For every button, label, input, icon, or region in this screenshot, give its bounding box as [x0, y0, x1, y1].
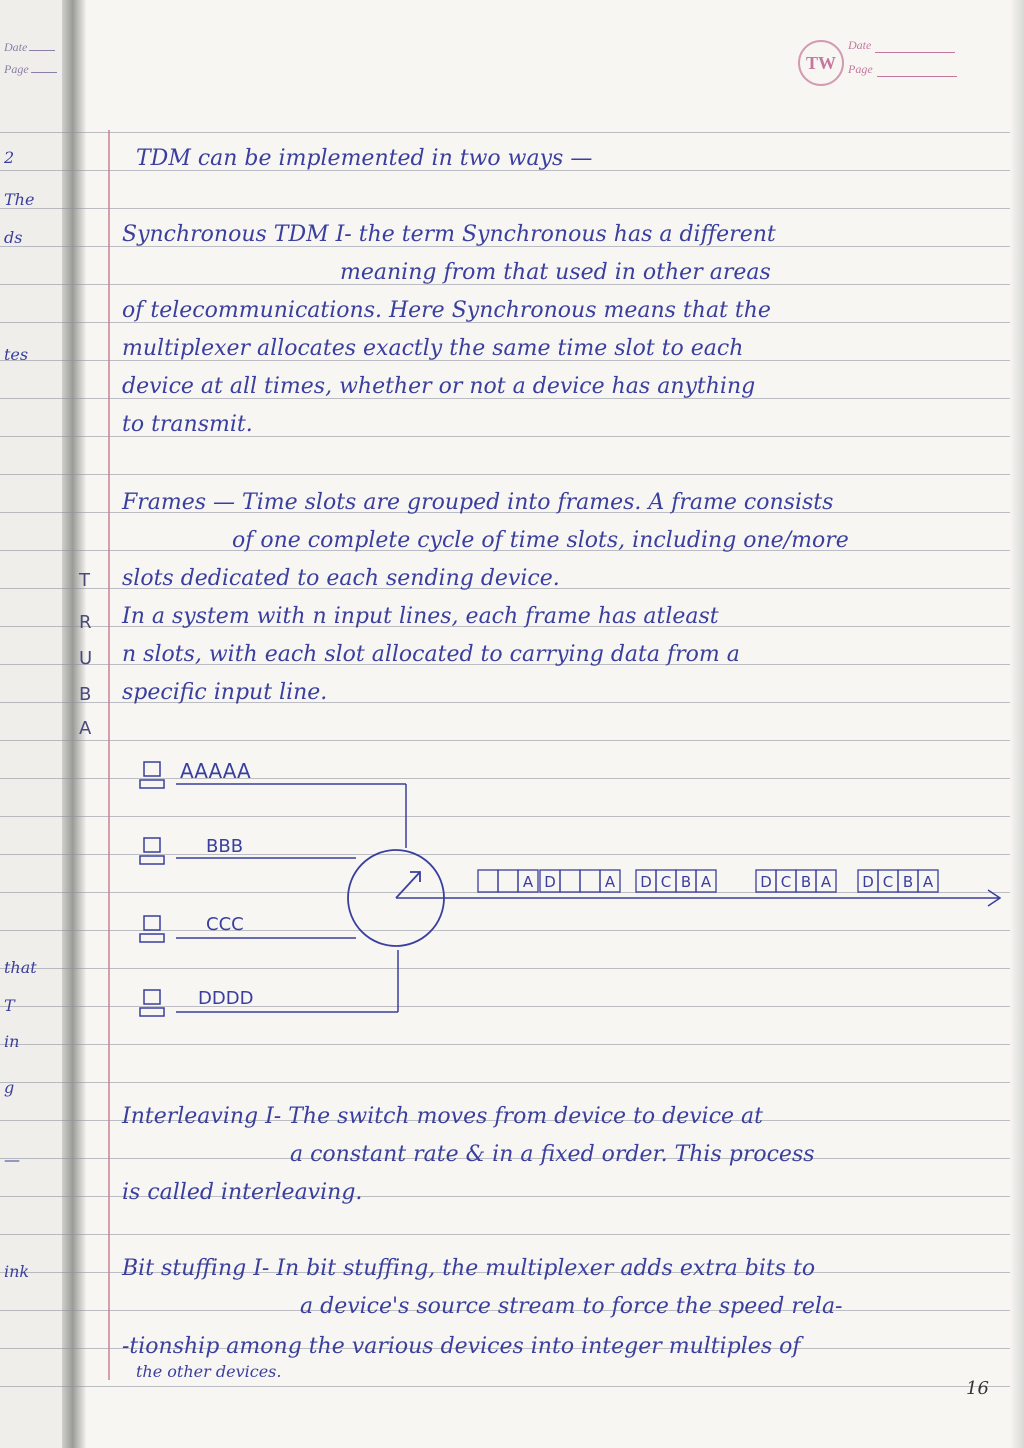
device-c: [140, 914, 356, 942]
device-b-label: BBB: [206, 836, 244, 857]
frame-slot-label: A: [922, 873, 934, 891]
side-letter: R: [79, 612, 92, 633]
frame-slot: [478, 870, 498, 892]
date-field: Date: [848, 38, 955, 53]
frame-slot-label: B: [680, 873, 692, 891]
text-line: the other devices.: [136, 1362, 282, 1381]
text-line: to transmit.: [122, 412, 253, 437]
page-number: 16: [966, 1378, 989, 1399]
text-line: Interleaving I- The switch moves from device to device at: [122, 1104, 764, 1129]
device-d-label: DDDD: [198, 988, 254, 1009]
frame-slot: [560, 870, 580, 892]
switch-arrow: [396, 872, 420, 898]
frame-slot-label: C: [780, 873, 792, 891]
text-line: a constant rate & in a fixed order. This process: [290, 1142, 815, 1167]
side-letter: T: [79, 570, 90, 591]
margin-note: ds: [4, 228, 23, 247]
margin-note: ink: [4, 1262, 30, 1281]
frame-cells: [478, 870, 938, 892]
text-line: a device's source stream to force the speed rela-: [300, 1294, 843, 1319]
margin-note: tes: [4, 345, 29, 364]
frame-slot-label: B: [800, 873, 812, 891]
frame-slot-label: D: [862, 873, 874, 891]
text-line: slots dedicated to each sending device.: [122, 566, 560, 591]
text-line: meaning from that used in other areas: [340, 260, 771, 285]
side-letter: B: [79, 684, 92, 705]
heading-line: TDM can be implemented in two ways —: [136, 146, 593, 171]
margin-note: that: [4, 958, 37, 977]
text-line: of telecommunications. Here Synchronous means that the: [122, 298, 771, 323]
text-line: Synchronous TDM I- the term Synchronous has a different: [122, 222, 776, 247]
frame-slot-label: C: [882, 873, 894, 891]
text-line: multiplexer allocates exactly the same time slot to each: [122, 336, 744, 361]
text-line: -tionship among the various devices into integer multiples of: [122, 1334, 801, 1359]
margin-note: T: [4, 996, 15, 1015]
side-letter: U: [79, 648, 93, 669]
notebook-logo: TW: [798, 40, 844, 86]
left-page-field: Page: [4, 62, 57, 77]
frame-slot-label: A: [604, 873, 616, 891]
frame-slot: [498, 870, 518, 892]
device-a: [140, 759, 406, 788]
text-line: specific input line.: [122, 680, 328, 705]
text-line: of one complete cycle of time slots, including one/more: [232, 528, 849, 553]
left-date-field: Date: [4, 40, 55, 55]
frame-slot-label: D: [544, 873, 556, 891]
text-line: n slots, with each slot allocated to carrying data from a: [122, 642, 740, 667]
frame-slot-label: D: [640, 873, 652, 891]
frame-slot-label: A: [820, 873, 832, 891]
frame-slot-label: A: [700, 873, 712, 891]
text-line: Bit stuffing I- In bit stuffing, the multiplexer adds extra bits to: [122, 1256, 816, 1281]
side-letter: A: [79, 718, 92, 739]
margin-note: The: [4, 190, 35, 209]
device-c-label: CCC: [206, 914, 244, 935]
margin-note: in: [4, 1032, 20, 1051]
device-d: [140, 988, 398, 1016]
margin-note: —: [4, 1150, 20, 1169]
frame-slot-label: A: [522, 873, 534, 891]
text-line: In a system with n input lines, each frame has atleast: [122, 604, 719, 629]
text-line: device at all times, whether or not a device has anything: [122, 374, 756, 399]
frame-slot-label: B: [902, 873, 914, 891]
page-field: Page: [848, 62, 957, 77]
frame-slot-label: C: [660, 873, 672, 891]
margin-note: 2: [4, 148, 15, 167]
margin-note: g: [4, 1078, 15, 1097]
device-a-label: AAAAA: [180, 759, 251, 783]
text-line: is called interleaving.: [122, 1180, 363, 1205]
frame-slot: [580, 870, 600, 892]
frame-slot-label: D: [760, 873, 772, 891]
device-b: [140, 836, 356, 864]
text-line: Frames — Time slots are grouped into frames. A frame consists: [122, 490, 834, 515]
